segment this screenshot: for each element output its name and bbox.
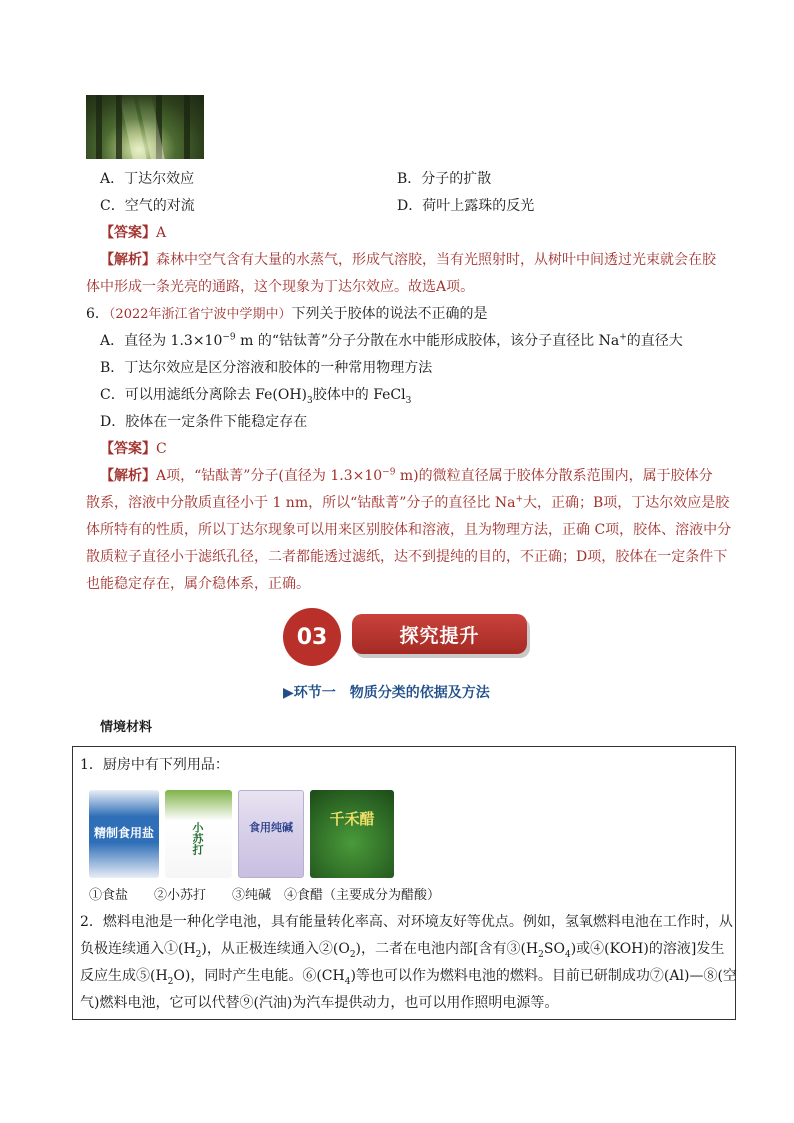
q6-source: （2022年浙江省宁波中学期中） [108,307,292,322]
material-item-2-line-1: 2．燃料电池是一种化学电池，具有能量转化率高、对环境友好等优点。例如，氢氧燃料电池在工作时，从 [80,914,733,930]
exponent: −9 [382,467,396,478]
q5-option-c: C．空气的对流 [100,198,195,214]
text: 胶体中的 FeCl [312,387,406,403]
answer-tag: 【答案】 [100,225,156,241]
subscript: 2 [167,976,174,987]
text: 反应生成⑤(H [80,968,168,984]
analysis-tag: 【解析】 [100,468,156,484]
text: 的直径大 [626,333,683,349]
q6-number: 6． [86,306,109,322]
text: m 的“钴钛菁”分子分散在水中能形成胶体，该分子直径比 Na [235,333,620,349]
subscript: 2 [538,949,544,960]
q5-analysis-line-1 [100,250,716,270]
charge: + [515,494,524,505]
q6-analysis-line-4: 散质粒子直径小于滤纸孔径，二者都能透过滤纸，达不到提纯的目的，不正确；D项，胶体在一定条件下 [86,549,728,565]
q5-option-d: D．荷叶上露珠的反光 [397,198,535,214]
q5-option-b: B．分子的扩散 [397,171,492,187]
subscript: 4 [564,949,571,960]
text: C．可以用滤纸分离除去 Fe(OH) [100,387,308,403]
package-label: 小苏打 [191,822,204,855]
text: )或④(KOH)的溶液]发生 [570,941,725,957]
material-item-2-line-3 [80,966,737,986]
q6-option-b: B．丁达尔效应是区分溶液和胶体的一种常用物理方法 [100,360,433,376]
material-item-1: 1．厨房中有下列用品： [80,757,229,773]
q6-option-c [100,385,411,405]
q5-answer [100,223,166,243]
subscript: 2 [195,949,202,960]
section-title-banner: 探究提升 [352,614,527,654]
q6-analysis-line-1 [100,466,713,486]
q6-analysis-line-5: 也能稳定存在，属介稳体系，正确。 [86,576,310,592]
q6-analysis-line-3: 体所特有的性质，所以丁达尔现象可以用来区别胶体和溶液，且为物理方法，正确 C项，胶体、溶液中分 [86,522,732,538]
q5-option-a: A．丁达尔效应 [100,171,195,187]
text: )等也可以作为燃料电池的燃料。目前已研制成功⑦(Al)—⑧(空 [350,968,737,984]
exponent: −9 [222,332,236,343]
q6-option-a [100,331,683,351]
analysis-tag: 【解析】 [100,252,156,268]
text: SO [543,941,565,957]
text: )，二者在电池内部[含有③(H [355,941,539,957]
answer-value: A [156,225,167,241]
analysis-text: 森林中空气含有大量的水蒸气，形成气溶胶，当有光照射时，从树叶中间透过光束就会在胶 [156,252,716,268]
subscript: 3 [405,395,412,406]
q6-stem [86,304,488,325]
text: A项，“钴酞菁”分子(直径为 1.3×10 [156,468,383,484]
text: )，从正极连续通入②(O [201,941,350,957]
product-captions: ①食盐 ②小苏打 ③纯碱 ④食醋（主要成分为醋酸） [89,888,441,903]
q5-analysis-line-2: 体中形成一条光亮的通路，这个现象为丁达尔效应。故选A项。 [86,279,475,295]
text: O)，同时产生电能。⑥(CH [173,968,345,984]
vinegar-package-image [310,790,394,878]
section-number-badge: 03 [283,608,341,666]
package-label: 精制食用盐 [93,826,154,840]
subscript: 4 [344,976,351,987]
baking-soda-package-image [165,790,232,878]
subscript: 3 [307,395,313,406]
text: 大，正确；B项，丁达尔效应是胶 [523,495,730,511]
material-label: 情境材料 [100,720,153,735]
answer-value: C [156,441,167,457]
salt-package-image [89,790,159,878]
q6-analysis-line-2 [86,493,729,513]
text: 散系，溶液中分散质直径小于 1 nm，所以“钴酞菁”分子的直径比 Na [86,495,516,511]
material-item-2-line-2 [80,939,724,959]
soda-ash-package-image [238,790,304,878]
answer-tag: 【答案】 [100,441,156,457]
q6-option-d: D．胶体在一定条件下能稳定存在 [100,414,308,430]
text: A．直径为 1.3×10 [100,333,223,349]
text: 负极连续通入①(H [80,941,196,957]
q6-question: 下列关于胶体的说法不正确的是 [291,306,488,322]
text: m)的微粒直径属于胶体分散系范围内，属于胶体分 [395,468,713,484]
material-item-2-line-4: 气)燃料电池，它可以代替⑨(汽油)为汽车提供动力，也可以用作照明电源等。 [80,995,559,1011]
package-label: 千禾醋 [329,810,375,828]
section-subheading: ▶环节一 物质分类的依据及方法 [283,685,490,701]
subscript: 2 [349,949,356,960]
charge: + [619,332,627,343]
package-label: 食用纯碱 [249,821,293,834]
q6-answer [100,439,167,459]
forest-light-photo [86,95,204,159]
